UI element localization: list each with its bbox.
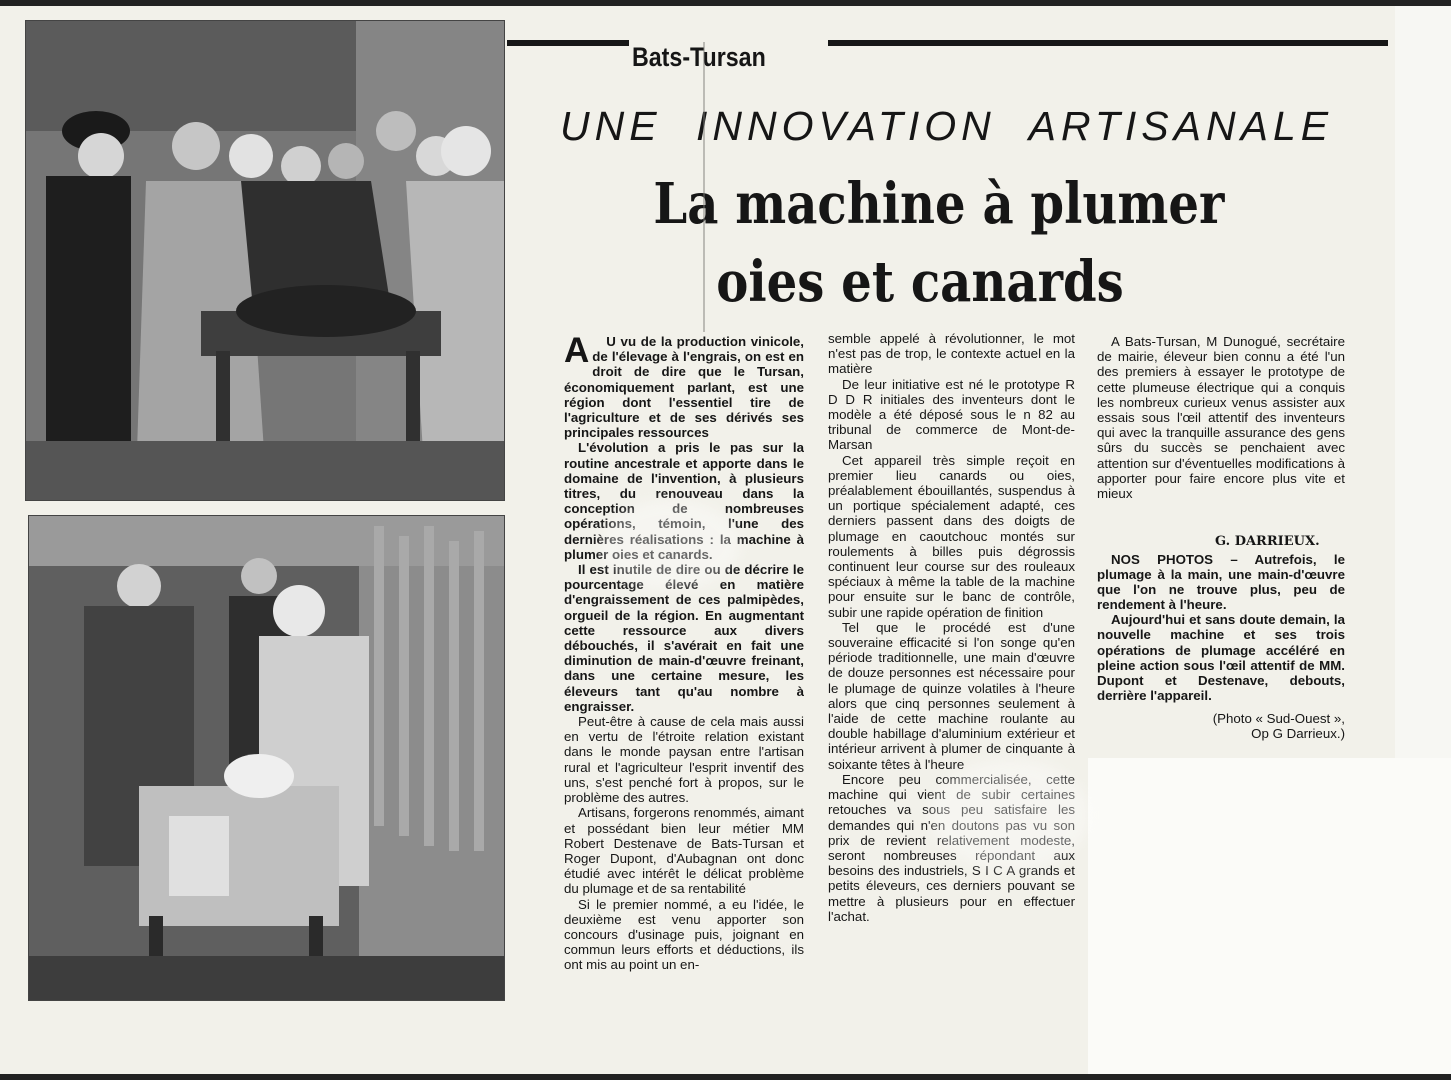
section-rule-left — [507, 40, 629, 46]
paragraph: L'évolution a pris le pas sur la routine ancestrale et apporte dans le domaine de l'invention, à plusieurs titres, du renouveau dans la conception de nombreuses opérations, témoin, l'une des dernières réalisations : la machine à plumer oies et canards. — [564, 440, 804, 562]
section-rule-right — [828, 40, 1388, 46]
paragraph: semble appelé à révolutionner, le mot n'est pas de trop, le contexte actuel en la matière — [828, 331, 1075, 377]
paragraph: Tel que le procédé est d'une souveraine efficacité si l'on songe qu'en période traditionnelle, une main d'œuvre de douze personnes est nécessaire pour le plumage de quinze volatiles à l'heure alors que cinq personnes seulement à l'aide de cette machine roulante au double habillage d'aluminium extérieur et intérieur arrivent à plumer de cinquante à soixante têtes à l'heure — [828, 619, 1075, 772]
paper-wear — [600, 500, 740, 590]
section-title: Bats-Tursan — [632, 42, 766, 72]
photo-plucking-machine — [28, 515, 505, 1001]
paragraph: Encore peu commercialisée, cette machine qui vient de subir certaines retouches va sous peu satisfaire les demandes qui n'en doutons pas vu son prix de revient relativement modeste, seront nombreuses répondant aux besoins des industriels, S I C A grands et petits éleveurs, ces derniers pouvant se mettre à plusieurs pour en effectuer l'achat. — [828, 771, 1075, 924]
article-column-2 — [828, 331, 1075, 1007]
paragraph — [564, 334, 804, 440]
photo-caption — [1097, 552, 1345, 728]
photo-hand-plucking-image — [26, 21, 504, 500]
paper-wear — [930, 760, 1090, 870]
caption-paragraph: NOS PHOTOS – Autrefois, le plumage à la main, une main-d'œuvre que l'on ne trouve plus, peu de rendement à l'heure. — [1097, 552, 1345, 613]
headline-line-1: La machine à plumer — [653, 171, 1225, 237]
article-column-3 — [1097, 334, 1345, 534]
paragraph-text: U vu de la production vinicole, de l'élevage à l'engrais, on est en droit de dire que le Tursan, économiquement parlant, est une région dont l'essentiel tire de l'agriculture et de ses dérivés ses principales ressources — [564, 334, 804, 441]
paragraph: A Bats-Tursan, M Dunogué, secrétaire de mairie, éleveur bien connu a été l'un des premiers à essayer le prototype de cette plumeuse électrique qui a conquis les nombreux curieux venus assister aux essais sous l'œil attentif des inventeurs qui avec la tranquille assurance des gens sûrs du succès se penchaient avec attention sur d'éventuelles modifications à apporter pour faire encore plus vite et mieux — [1097, 334, 1345, 502]
photo-credit — [1175, 711, 1345, 742]
scan-edge-bottom — [0, 1074, 1451, 1080]
paragraph: Si le premier nommé, a eu l'idée, le deuxième est venu apporter son concours d'usinage puis, joignant en commun leurs efforts et déductions, ils ont mis au point un en- — [564, 896, 804, 973]
headline-line-2: oies et canards — [716, 249, 1124, 315]
paragraph: Il est inutile de dire ou de décrire le pourcentage élevé en matière d'engraissement de ces palmipèdes, orgueil de la région. En augmentant cette ressource aux divers débouchés, il s'avérait en fait une diminution de main-d'œuvre freinant, dans une certaine mesure, les éleveurs tant qu'au nombre à engraisser. — [564, 562, 804, 714]
fold-crease — [703, 42, 705, 332]
dropcap: A — [564, 334, 590, 370]
clipping-cut-corner — [1088, 758, 1451, 1074]
photo-hand-plucking — [25, 20, 505, 501]
paragraph: De leur initiative est né le prototype R D D R initiales des inventeurs dont le modèle a été déposé sous le n 82 au tribunal de commerce de Mont-de-Marsan — [828, 376, 1075, 453]
paragraph: Artisans, forgerons renommés, aimant et possédant bien leur métier MM Robert Destenave de Bats-Tursan et Roger Dupont, d'Aubagnan ont donc étudié avec intérêt le délicat problème du plumage et de sa rentabilité — [564, 805, 804, 897]
paragraph: Cet appareil très simple reçoit en premier lieu canards ou oies, préalablement ébouillantés, suspendus à un portique spécialement adapté, ces derniers passent dans des doigts de plumage en caoutchouc montés sur roulements à billes puis dégrossis continuent leur course sur des rouleaux spéciaux à même la table de la machine pour ensuite sur le banc de contrôle, subir une rapide opération de finition — [828, 452, 1075, 620]
photo-plucking-machine-image — [29, 516, 504, 1000]
kicker: UNE INNOVATION ARTISANALE — [560, 103, 1334, 149]
caption-paragraph: Aujourd'hui et sans doute demain, la nouvelle machine et ses trois opérations de plumage accéléré en pleine action sous l'œil attentif de MM. Dupont et Destenave, debouts, derrière l'appareil. — [1097, 612, 1345, 703]
article-column-1 — [564, 334, 804, 1010]
paragraph: Peut-être à cause de cela mais aussi en vertu de l'étroite relation existant dans le monde paysan entre l'artisan rural et l'agriculteur l'esprit inventif des uns, s'est penché fort à propos, sur le problème des autres. — [564, 714, 804, 806]
author-signature: G. DARRIEUX. — [1215, 534, 1320, 549]
credit-line: (Photo « Sud-Ouest », — [1212, 711, 1345, 726]
credit-line: Op G Darrieux.) — [1251, 726, 1345, 742]
